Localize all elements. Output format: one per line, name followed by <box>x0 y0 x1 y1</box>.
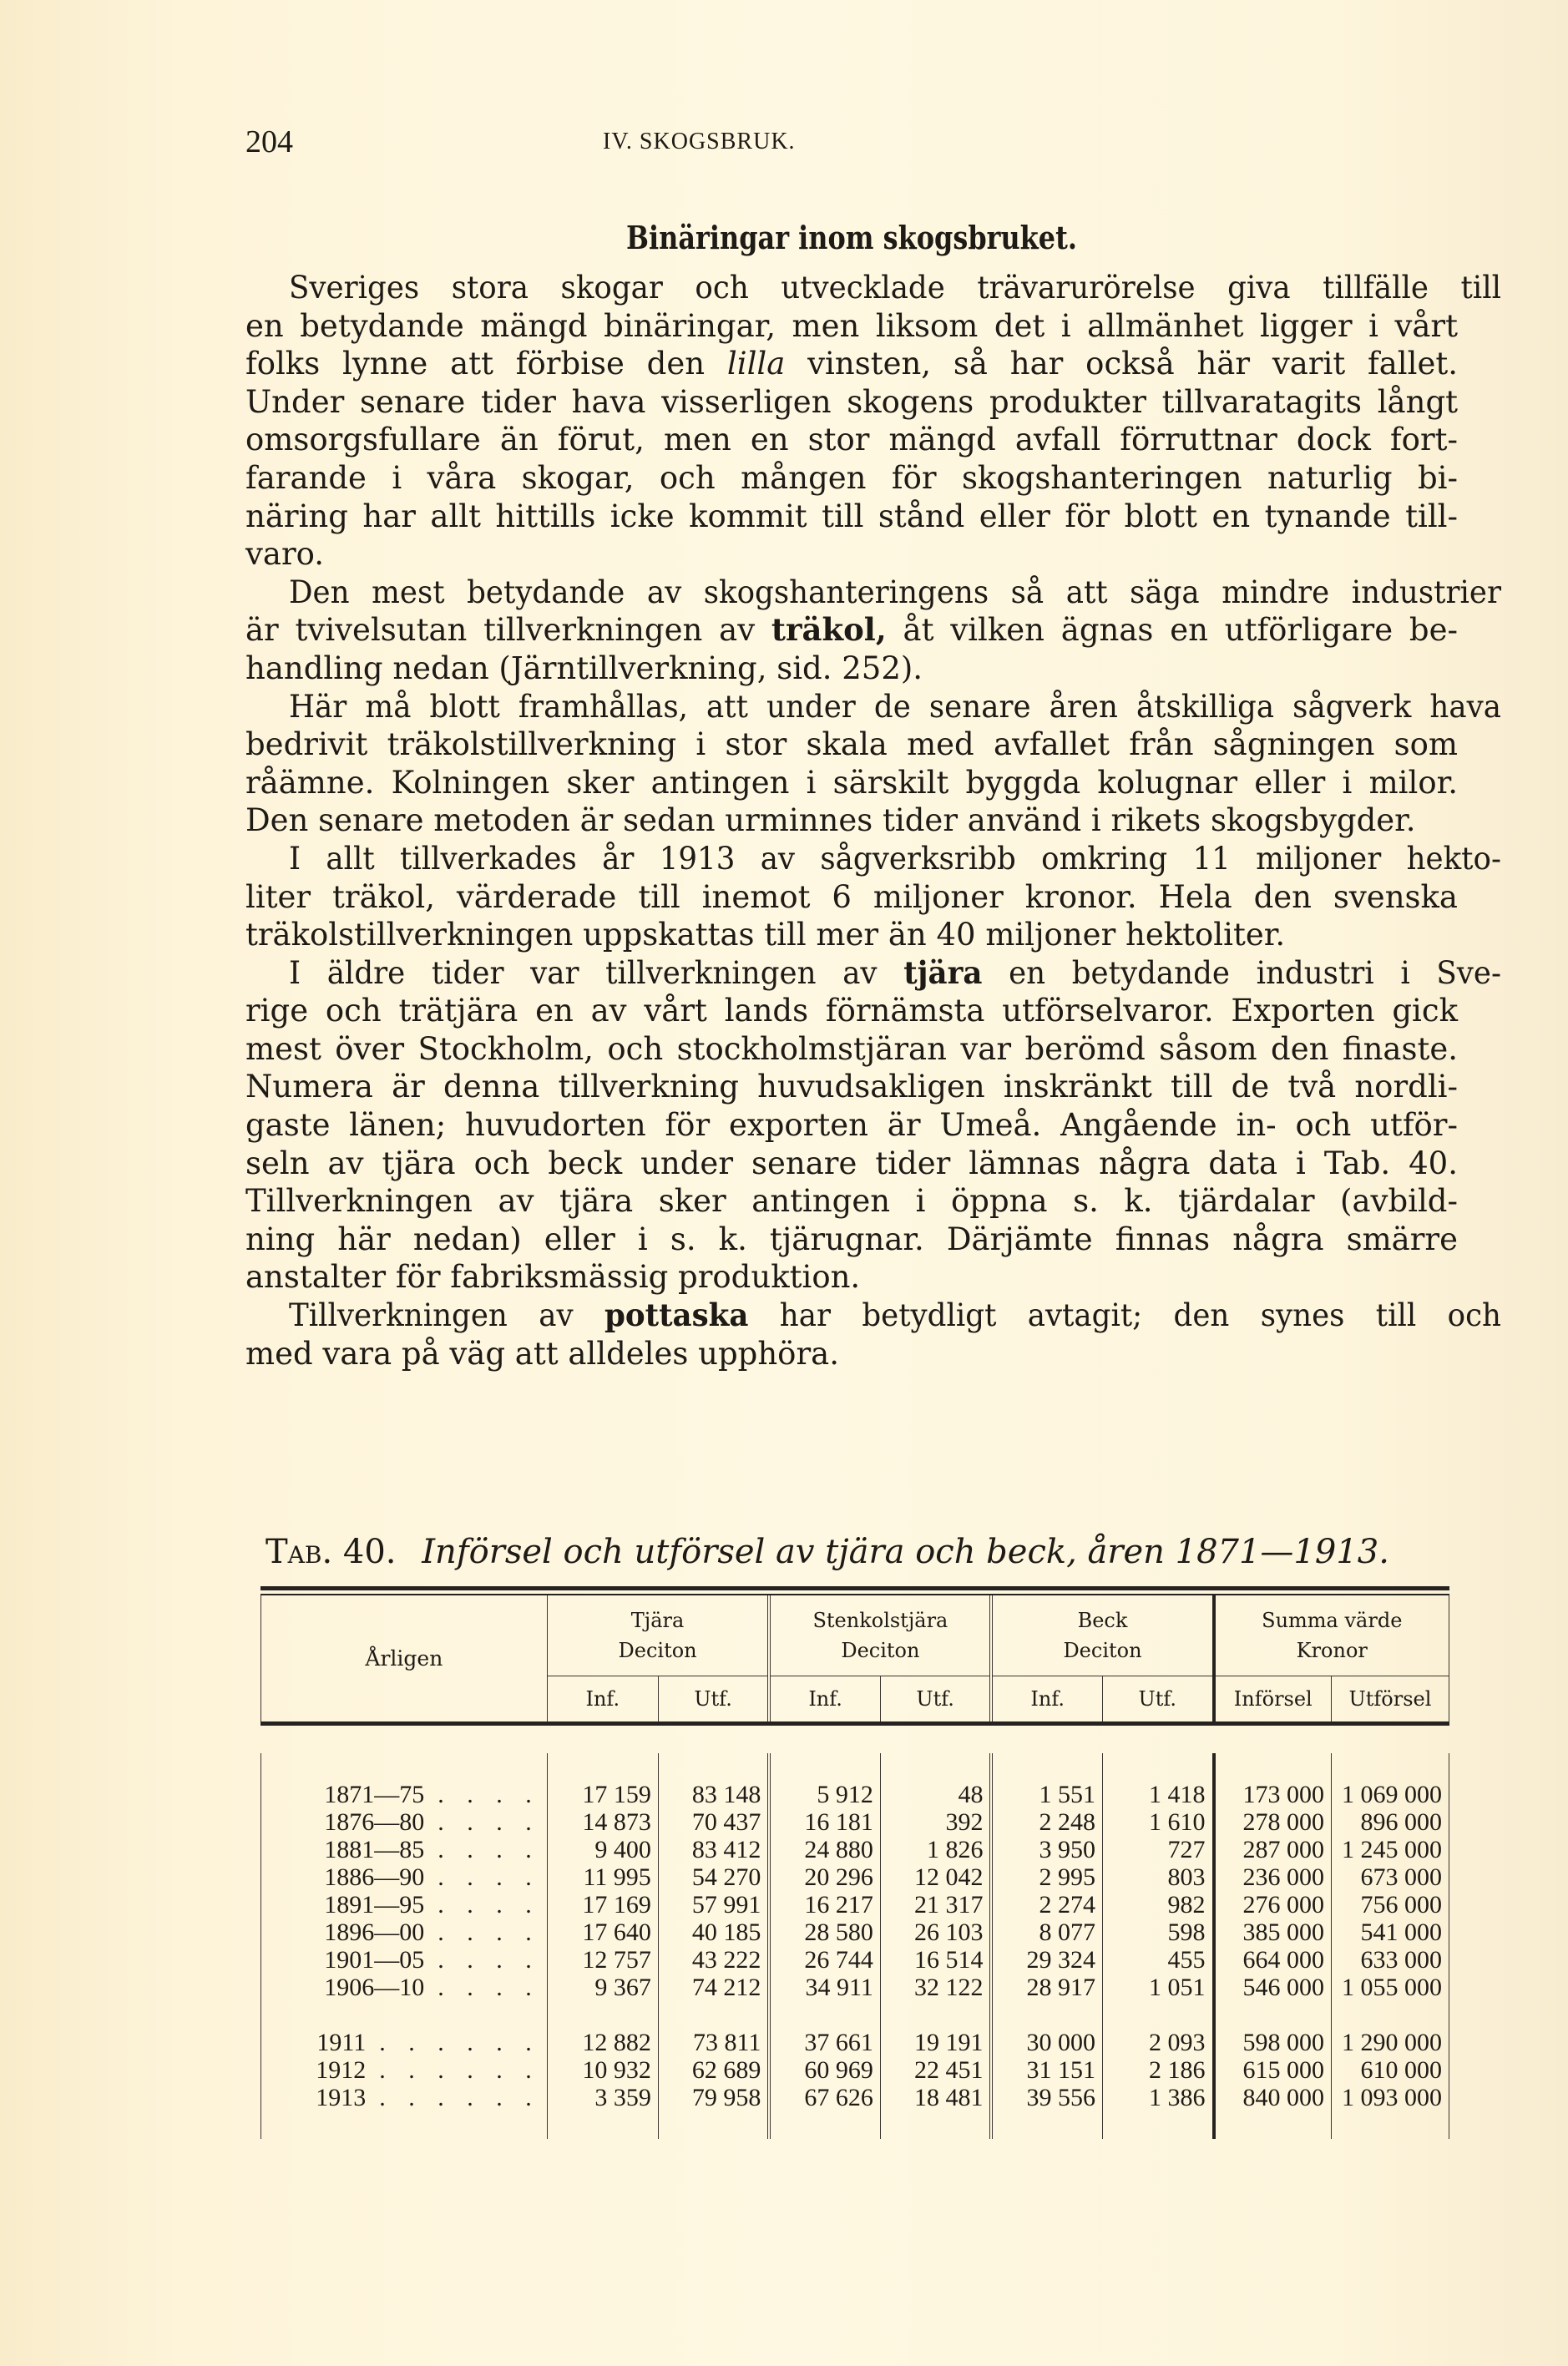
subheader-beck-inf: Inf. <box>991 1676 1102 1724</box>
text-line <box>245 1258 1458 1297</box>
group-unit: Deciton <box>841 1639 920 1662</box>
text-segment: anstalter för fabriksmässig produktion. <box>245 1259 861 1296</box>
subheader-beck-utf: Utf. <box>1103 1676 1214 1724</box>
table-cell: 276 000 <box>1214 1891 1332 1919</box>
emphasis-bold-term: träkol, <box>771 611 887 649</box>
text-segment: Under senare tider hava visserligen skogens produkter tillvaratagits långt <box>245 383 1458 420</box>
leader-dots: . . . . . . <box>379 2029 540 2056</box>
row-year <box>261 1919 548 1946</box>
text-segment: Sveriges stora skogar och utvecklade trävarurörelse giva tillfälle till <box>288 270 1501 306</box>
tar-pitch-trade-table <box>260 1595 1449 2139</box>
table-row <box>261 1974 1449 2001</box>
table-cell: 727 <box>1103 1836 1214 1863</box>
text-segment: en betydande industri i Sve- <box>982 954 1501 991</box>
year-label: 1876—80 <box>324 1808 425 1836</box>
text-line <box>245 725 1458 764</box>
text-line <box>245 954 1501 993</box>
table-cell: 70 437 <box>658 1808 769 1836</box>
table-cell: 9 400 <box>547 1836 658 1863</box>
subheader-summa-inforsel: Införsel <box>1214 1676 1332 1724</box>
table-row <box>261 1781 1449 1808</box>
text-segment: ning här nedan) eller i s. k. tjärugnar. Därjämte finnas några smärre <box>245 1221 1458 1257</box>
body-text <box>245 269 1501 1373</box>
text-line <box>245 459 1458 498</box>
page-number: 204 <box>245 124 293 159</box>
table-cell: 1 093 000 <box>1331 2084 1449 2111</box>
emphasis-italic: lilla <box>726 346 786 382</box>
table-cell: 455 <box>1103 1946 1214 1974</box>
text-segment: Tillverkningen av <box>288 1297 604 1334</box>
table-cell: 541 000 <box>1331 1919 1449 1946</box>
subheader-tjara-inf: Inf. <box>547 1676 658 1724</box>
text-line <box>245 1335 1458 1373</box>
table-cell: 664 000 <box>1214 1946 1332 1974</box>
year-label: 1912 <box>316 2056 367 2084</box>
table-cell: 1 386 <box>1103 2084 1214 2111</box>
section-title: Binäringar inom skogsbruket. <box>626 219 1077 256</box>
text-line <box>245 498 1458 536</box>
table-cell: 8 077 <box>991 1919 1102 1946</box>
table-cell: 5 912 <box>769 1781 880 1808</box>
subheader-stenkolstjara-utf: Utf. <box>880 1676 991 1724</box>
text-line <box>245 269 1501 307</box>
table-cell: 1 826 <box>880 1836 991 1863</box>
text-segment: mest över Stockholm, och stockholmstjäran var berömd såsom den finaste. <box>245 1030 1458 1067</box>
row-spacer <box>261 1753 1449 1781</box>
table-cell: 236 000 <box>1214 1863 1332 1891</box>
table-cell: 29 324 <box>991 1946 1102 1974</box>
table-cell: 16 514 <box>880 1946 991 1974</box>
text-line <box>245 574 1501 612</box>
table-cell: 11 995 <box>547 1863 658 1891</box>
table-cell: 278 000 <box>1214 1808 1332 1836</box>
text-segment: omsorgsfullare än förut, men en stor mängd avfall förruttnar dock fort- <box>245 422 1458 458</box>
row-year <box>261 1863 548 1891</box>
table-cell: 74 212 <box>658 1974 769 2001</box>
table-cell: 17 640 <box>547 1919 658 1946</box>
text-segment: Här må blott framhållas, att under de senare åren åtskilliga sågverk hava <box>288 688 1501 725</box>
table-top-rule <box>260 1586 1449 1590</box>
row-spacer <box>261 2001 1449 2029</box>
text-segment: I allt tillverkades år 1913 av sågverksribb omkring 11 miljoner hekto- <box>288 840 1501 877</box>
leader-dots: . . . . <box>438 1781 540 1808</box>
table-cell: 67 626 <box>769 2084 880 2111</box>
text-segment: åt vilken ägnas en utförligare be- <box>886 612 1458 649</box>
table-cell: 28 580 <box>769 1919 880 1946</box>
text-line <box>245 1030 1458 1069</box>
text-segment: näring har allt hittills icke kommit till stånd eller för blott en tynande till- <box>245 498 1458 534</box>
table-cell: 39 556 <box>991 2084 1102 2111</box>
table-cell: 57 991 <box>658 1891 769 1919</box>
table-cell: 1 055 000 <box>1331 1974 1449 2001</box>
table-cell: 610 000 <box>1331 2056 1449 2084</box>
data-table <box>260 1586 1449 2139</box>
table-row <box>261 2056 1449 2084</box>
table-cell: 287 000 <box>1214 1836 1332 1863</box>
table-cell: 60 969 <box>769 2056 880 2084</box>
text-segment: träkolstillverkningen uppskattas till mer än 40 miljoner hektoliter. <box>245 917 1286 953</box>
text-line <box>245 383 1458 422</box>
text-segment: folks lynne att förbise den <box>245 346 727 382</box>
text-segment: I äldre tider var tillverkningen av <box>288 954 904 991</box>
table-cell: 840 000 <box>1214 2084 1332 2111</box>
table-row <box>261 1836 1449 1863</box>
table-label: Tab. 40. <box>266 1533 397 1571</box>
table-cell: 34 911 <box>769 1974 880 2001</box>
group-header-tjara <box>547 1595 769 1676</box>
text-segment: råämne. Kolningen sker antingen i särskilt byggda kolugnar eller i milor. <box>245 764 1458 801</box>
text-line <box>245 688 1501 726</box>
leader-dots: . . . . <box>438 1836 540 1863</box>
table-cell: 2 186 <box>1103 2056 1214 2084</box>
leader-dots: . . . . <box>438 1808 540 1836</box>
group-header-summa-varde <box>1214 1595 1449 1676</box>
text-segment: bedrivit träkolstillverkning i stor skala med avfallet från sågningen som <box>245 726 1458 763</box>
table-cell: 3 359 <box>547 2084 658 2111</box>
table-cell: 28 917 <box>991 1974 1102 2001</box>
year-label: 1896—00 <box>324 1919 425 1946</box>
table-cell: 14 873 <box>547 1808 658 1836</box>
table-row <box>261 1863 1449 1891</box>
table-cell: 31 151 <box>991 2056 1102 2084</box>
year-label: 1911 <box>316 2029 367 2056</box>
table-cell: 83 412 <box>658 1836 769 1863</box>
text-line <box>245 421 1458 459</box>
leader-dots: . . . . . . <box>379 2056 540 2084</box>
table-cell: 54 270 <box>658 1863 769 1891</box>
table-cell: 598 000 <box>1214 2029 1332 2056</box>
text-line <box>245 764 1458 802</box>
table-row <box>261 2029 1449 2056</box>
table-cell: 17 159 <box>547 1781 658 1808</box>
row-year <box>261 2029 548 2056</box>
table-cell: 982 <box>1103 1891 1214 1919</box>
group-unit: Deciton <box>618 1639 697 1662</box>
table-cell: 615 000 <box>1214 2056 1332 2084</box>
table-cell: 896 000 <box>1331 1808 1449 1836</box>
table-cell: 22 451 <box>880 2056 991 2084</box>
year-label: 1913 <box>316 2084 367 2111</box>
table-cell: 18 481 <box>880 2084 991 2111</box>
group-name: Summa värde <box>1262 1609 1403 1632</box>
table-cell: 21 317 <box>880 1891 991 1919</box>
table-row <box>261 1919 1449 1946</box>
leader-dots: . . . . <box>438 1863 540 1891</box>
text-segment: Numera är denna tillverkning huvudsakligen inskränkt till de två nordli- <box>245 1069 1458 1105</box>
year-label: 1881—85 <box>324 1836 425 1863</box>
text-segment: en betydande mängd binäringar, men liksom det i allmänhet ligger i vårt <box>245 307 1458 344</box>
table-cell: 73 811 <box>658 2029 769 2056</box>
row-year <box>261 1891 548 1919</box>
table-body <box>261 1724 1449 2140</box>
text-segment: är tvivelsutan tillverkningen av <box>245 612 771 649</box>
text-line <box>245 992 1458 1030</box>
text-line <box>245 916 1458 954</box>
group-unit: Deciton <box>1063 1639 1142 1662</box>
text-line <box>245 1106 1458 1145</box>
table-cell: 48 <box>880 1781 991 1808</box>
row-year <box>261 1781 548 1808</box>
table-cell: 546 000 <box>1214 1974 1332 2001</box>
text-line <box>245 1145 1458 1183</box>
text-line <box>245 840 1501 878</box>
year-label: 1906—10 <box>324 1974 425 2001</box>
leader-dots: . . . . <box>438 1974 540 2001</box>
table-title: Införsel och utförsel av tjära och beck, åren 1871—1913. <box>422 1533 1389 1571</box>
subheader-stenkolstjara-inf: Inf. <box>769 1676 880 1724</box>
table-cell: 385 000 <box>1214 1919 1332 1946</box>
text-segment: Tillverkningen av tjära sker antingen i öppna s. k. tjärdalar (avbild- <box>245 1183 1458 1220</box>
emphasis-bold-term: tjära <box>903 953 983 991</box>
table-cell: 9 367 <box>547 1974 658 2001</box>
group-name: Stenkolstjära <box>812 1609 948 1632</box>
table-row <box>261 2084 1449 2111</box>
running-header <box>245 124 1458 165</box>
text-line <box>245 535 1458 574</box>
table-cell: 17 169 <box>547 1891 658 1919</box>
table-cell: 26 103 <box>880 1919 991 1946</box>
table-cell: 10 932 <box>547 2056 658 2084</box>
table-cell: 673 000 <box>1331 1863 1449 1891</box>
text-segment: Den mest betydande av skogshanteringens så att säga mindre industrier <box>288 574 1501 610</box>
table-cell: 2 274 <box>991 1891 1102 1919</box>
year-label: 1886—90 <box>324 1863 425 1891</box>
table-cell: 40 185 <box>658 1919 769 1946</box>
text-segment: handling nedan (Järntillverkning, sid. 252). <box>245 650 923 686</box>
table-cell: 26 744 <box>769 1946 880 1974</box>
table-cell: 83 148 <box>658 1781 769 1808</box>
row-year <box>261 1836 548 1863</box>
table-cell: 43 222 <box>658 1946 769 1974</box>
row-year <box>261 2056 548 2084</box>
leader-dots: . . . . <box>438 1919 540 1946</box>
text-line <box>245 650 1458 688</box>
table-cell: 1 610 <box>1103 1808 1214 1836</box>
table-cell: 79 958 <box>658 2084 769 2111</box>
leader-dots: . . . . <box>438 1891 540 1919</box>
subheader-tjara-utf: Utf. <box>658 1676 769 1724</box>
table-cell: 756 000 <box>1331 1891 1449 1919</box>
table-cell: 12 042 <box>880 1863 991 1891</box>
text-line <box>245 1068 1458 1106</box>
table-cell: 37 661 <box>769 2029 880 2056</box>
table-cell: 2 093 <box>1103 2029 1214 2056</box>
row-spacer <box>261 2111 1449 2139</box>
text-line <box>245 307 1458 346</box>
table-cell: 1 069 000 <box>1331 1781 1449 1808</box>
table-cell: 1 245 000 <box>1331 1836 1449 1863</box>
table-cell: 30 000 <box>991 2029 1102 2056</box>
row-year <box>261 2084 548 2111</box>
table-cell: 12 882 <box>547 2029 658 2056</box>
table-cell: 2 995 <box>991 1863 1102 1891</box>
group-unit: Kronor <box>1296 1639 1368 1662</box>
year-label: 1871—75 <box>324 1781 425 1808</box>
row-year <box>261 1974 548 2001</box>
text-segment: gaste länen; huvudorten för exporten är Umeå. Angående in- och utför- <box>245 1107 1458 1144</box>
text-line <box>245 1182 1458 1221</box>
table-cell: 598 <box>1103 1919 1214 1946</box>
year-label: 1891—95 <box>324 1891 425 1919</box>
leader-dots: . . . . . . <box>379 2084 540 2111</box>
text-line <box>245 1297 1501 1335</box>
table-cell: 12 757 <box>547 1946 658 1974</box>
text-segment: farande i våra skogar, och mången för skogshanteringen naturlig bi- <box>245 459 1458 496</box>
text-segment: seln av tjära och beck under senare tider lämnas några data i Tab. 40. <box>245 1145 1458 1181</box>
subheader-summa-utforsel: Utförsel <box>1331 1676 1449 1724</box>
table-cell: 19 191 <box>880 2029 991 2056</box>
group-header-stenkolstjara <box>769 1595 991 1676</box>
group-name: Beck <box>1077 1609 1128 1632</box>
table-cell: 2 248 <box>991 1808 1102 1836</box>
row-year <box>261 1946 548 1974</box>
table-cell: 1 418 <box>1103 1781 1214 1808</box>
text-line <box>245 878 1458 917</box>
text-segment: med vara på väg att alldeles upphöra. <box>245 1335 839 1372</box>
text-segment: varo. <box>245 536 325 573</box>
text-segment: vinsten, så har också här varit fallet. <box>785 346 1459 382</box>
table-cell: 803 <box>1103 1863 1214 1891</box>
chapter-title: IV. SKOGSBRUK. <box>603 129 796 154</box>
table-row <box>261 1891 1449 1919</box>
text-segment: har betydligt avtagit; den synes till och <box>748 1297 1501 1334</box>
table-cell: 32 122 <box>880 1974 991 2001</box>
table-cell: 24 880 <box>769 1836 880 1863</box>
emphasis-bold-term: pottaska <box>604 1297 749 1334</box>
leader-dots: . . . . <box>438 1946 540 1974</box>
row-header-arligen: Årligen <box>261 1595 548 1724</box>
text-line <box>245 611 1458 650</box>
text-line <box>245 801 1458 840</box>
table-cell: 20 296 <box>769 1863 880 1891</box>
group-header-beck <box>991 1595 1213 1676</box>
group-name: Tjära <box>630 1609 685 1632</box>
table-cell: 3 950 <box>991 1836 1102 1863</box>
year-label: 1901—05 <box>324 1946 425 1974</box>
text-line <box>245 345 1458 383</box>
text-segment: liter träkol, värderade till inemot 6 miljoner kronor. Hela den svenska <box>245 878 1458 915</box>
row-year <box>261 1808 548 1836</box>
table-cell: 173 000 <box>1214 1781 1332 1808</box>
table-row <box>261 1808 1449 1836</box>
text-segment: Den senare metoden är sedan urminnes tider använd i rikets skogsbygder. <box>245 802 1416 839</box>
table-cell: 1 290 000 <box>1331 2029 1449 2056</box>
table-cell: 1 051 <box>1103 1974 1214 2001</box>
table-cell: 16 217 <box>769 1891 880 1919</box>
table-caption <box>266 1533 1389 1571</box>
table-row <box>261 1946 1449 1974</box>
table-cell: 633 000 <box>1331 1946 1449 1974</box>
table-cell: 62 689 <box>658 2056 769 2084</box>
table-cell: 392 <box>880 1808 991 1836</box>
text-segment: rige och trätjära en av vårt lands förnämsta utförselvaror. Exporten gick <box>245 993 1458 1029</box>
text-line <box>245 1221 1458 1259</box>
table-cell: 16 181 <box>769 1808 880 1836</box>
table-cell: 1 551 <box>991 1781 1102 1808</box>
